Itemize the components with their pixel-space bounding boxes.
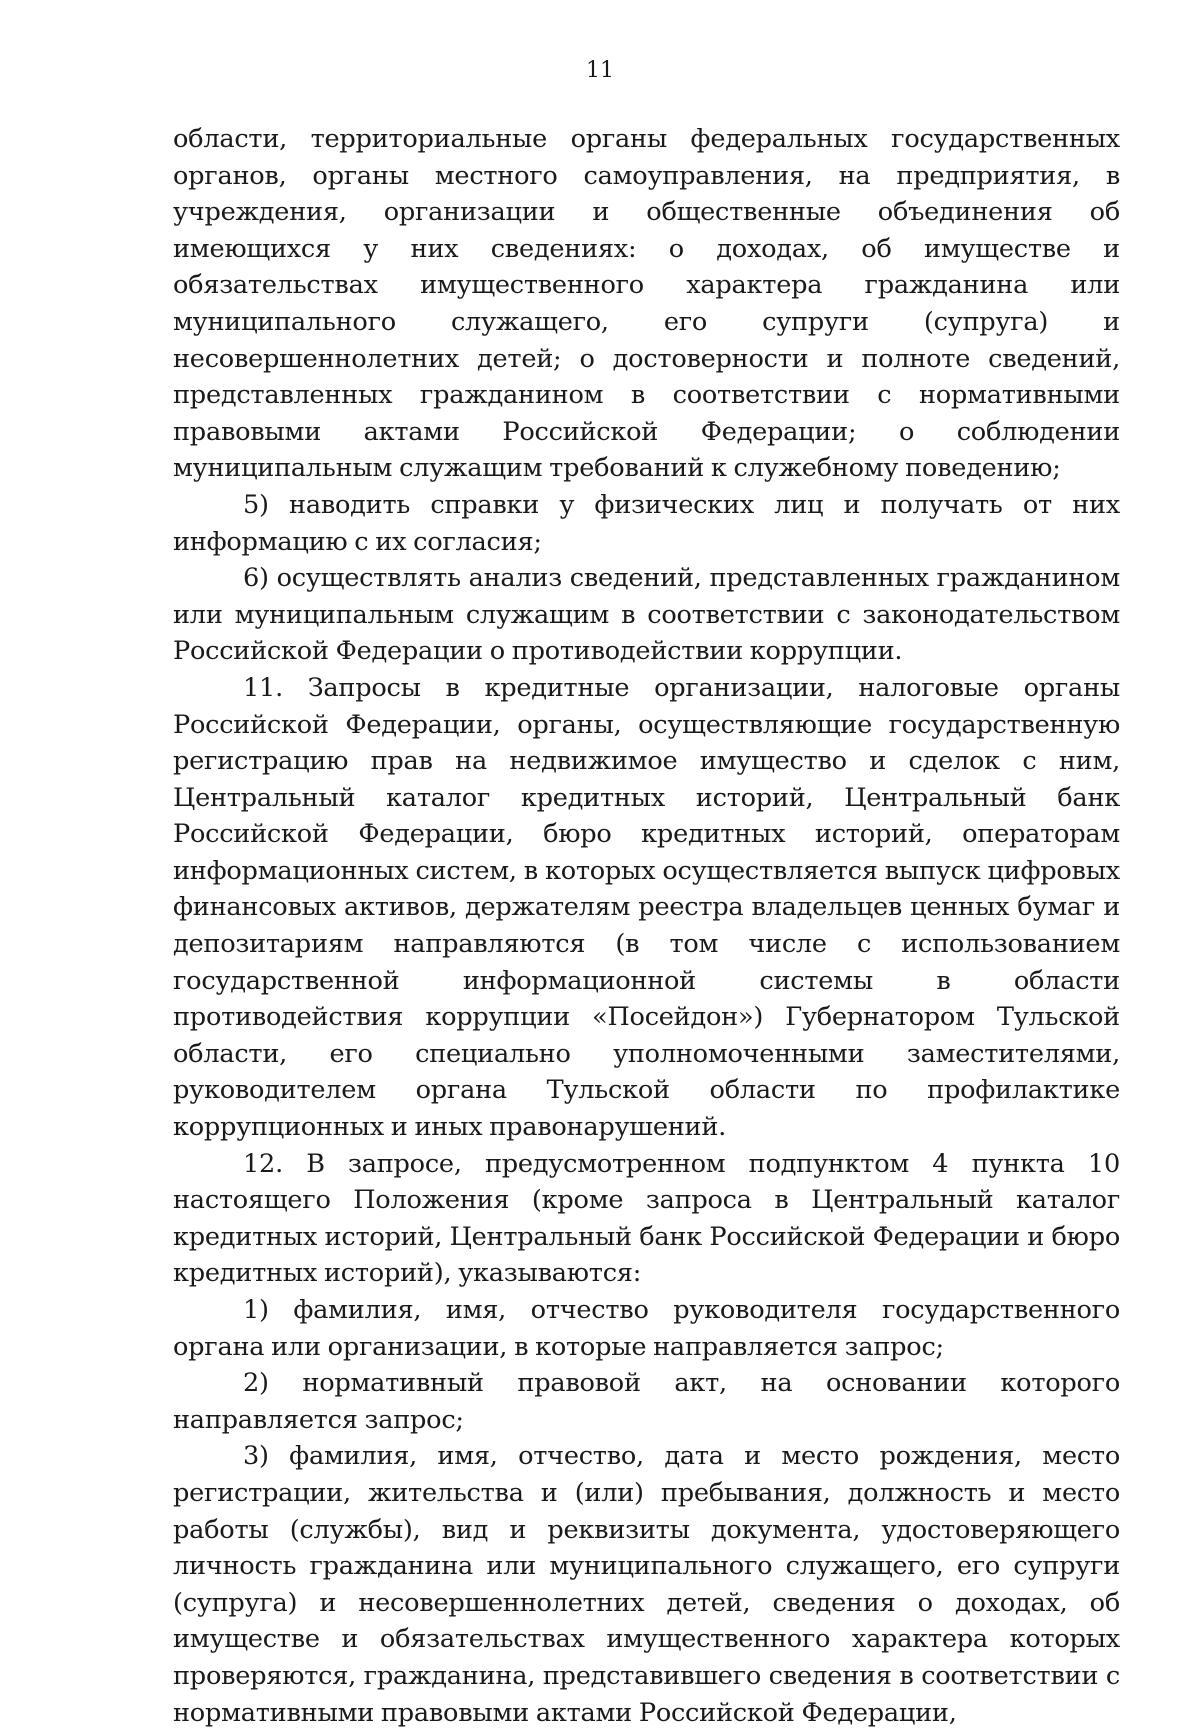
paragraph-item-3: 3) фамилия, имя, отчество, дата и место рождения, место регистрации, жительства и (или) пребывания, должность и место работы (службы), вид и реквизиты документа, удостоверяющего личность гражданина или муниципального служащего, его супруги (супруга) и несовершеннолетних детей, сведения о доходах, об имуществе и обязательствах имущественного характера которых проверяются, гражданина, представившего сведения в соответствии с нормативными правовыми актами Российской Федерации,: [173, 1441, 1120, 1728]
paragraph-item-5: 5) наводить справки у физических лиц и получать от них информацию с их согласия;: [173, 489, 1120, 557]
paragraph-clause-12: 12. В запросе, предусмотренном подпунктом 4 пункта 10 настоящего Положения (кроме запроса в Центральный каталог кредитных историй, Центральный банк Российской Федерации и бюро кредитных историй), указываются:: [173, 1148, 1120, 1289]
document-body: [173, 121, 1120, 1731]
paragraph-item-2: 2) нормативный правовой акт, на основании которого направляется запрос;: [173, 1368, 1120, 1435]
paragraph-item-6: 6) осуществлять анализ сведений, представленных гражданином или муниципальным служащим в соответствии с законодательством Российской Федерации о противодействии коррупции.: [173, 563, 1120, 667]
paragraph-item-1: 1) фамилия, имя, отчество руководителя государственного органа или организации, в которые направляется запрос;: [173, 1295, 1120, 1362]
page-number: 11: [586, 58, 614, 83]
paragraph-continuation: области, территориальные органы федеральных государственных органов, органы местного самоуправления, на предприятия, в учреждения, организации и общественные объединения об имеющихся у них сведениях: о доходах, об имуществе и обязательствах имущественного характера гражданина или муниципального служащего, его супруги (супруга) и несовершеннолетних детей; о достоверности и полноте сведений, представленных гражданином в соответствии с нормативными правовыми актами Российской Федерации; о соблюдении муниципальным служащим требований к служебному поведению;: [173, 124, 1120, 484]
paragraph-clause-11: 11. Запросы в кредитные организации, налоговые органы Российской Федерации, органы, осуществляющие государственную регистрацию прав на недвижимое имущество и сделок с ним, Центральный каталог кредитных историй, Центральный банк Российской Федерации, бюро кредитных историй, операторам информационных систем, в которых осуществляется выпуск цифровых финансовых активов, держателям реестра владельцев ценных бумаг и депозитариям направляются (в том числе с использованием государственной информационной системы в области противодействия коррупции «Посейдон») Губернатором Тульской области, его специально уполномоченными заместителями, руководителем органа Тульской области по профилактике коррупционных и иных правонарушений.: [173, 672, 1120, 1143]
